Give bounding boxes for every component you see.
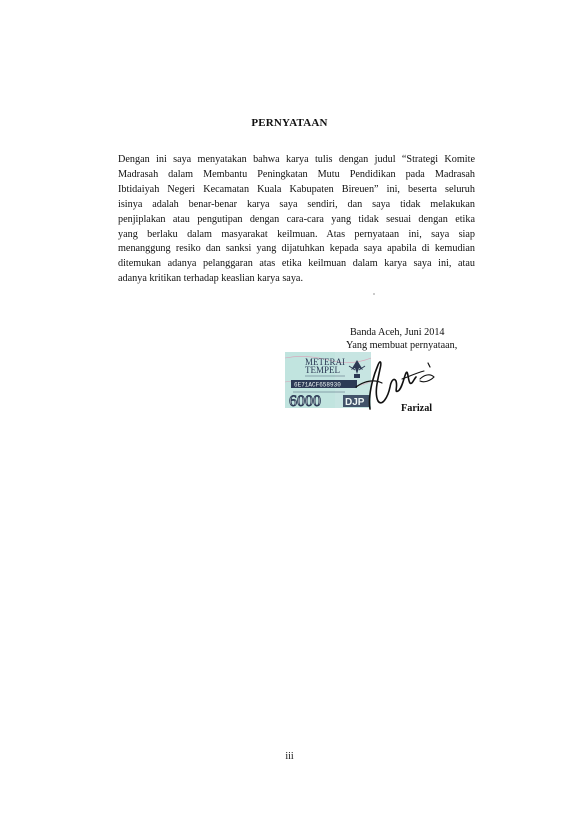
stamp-serial: 6E71ACF658930 [294, 381, 341, 389]
place-date: Banda Aceh, Juni 2014 [350, 327, 445, 338]
paragraph-line: Madrasah dalam Membantu Peningkatan Mutu Pendidikan pada Madrasah [118, 168, 475, 180]
paragraph-line: isinya adalah benar-benar karya saya sendiri, dan saya tidak melakukan [118, 198, 475, 210]
stamp-suffix: DJP [345, 397, 365, 408]
paragraph-line: Ibtidaiyah Negeri Kecamatan Kuala Kabupaten Bireuen” ini, beserta seluruh [118, 183, 475, 195]
maker-label: Yang membuat pernyataan, [346, 340, 458, 351]
paragraph-line: Dengan ini saya menyatakan bahwa karya tulis dengan judul “Strategi Komite [118, 154, 475, 165]
statement-paragraph [118, 153, 475, 287]
stamp-line2: TEMPEL [305, 365, 340, 375]
paragraph-line: ditemukan adanya pelanggaran atas etika keilmuan dalam karya saya ini, atau [118, 258, 475, 270]
paragraph-line: penjiplakan atau pengutipan dengan cara-cara yang tidak sesuai dengan etika [118, 213, 475, 225]
paragraph-line: yang berlaku dalam masyarakat keilmuan. Atas pernyataan ini, saya siap [118, 228, 475, 240]
stamp-line1: METERAI [305, 357, 345, 367]
page-number: iii [285, 751, 294, 762]
document-title: PERNYATAAN [251, 117, 328, 129]
paragraph-line: menanggung resiko dan sanksi yang dijatuhkan kepada saya apabila di kemudian [118, 243, 475, 255]
signer-name: Farizal [401, 403, 433, 414]
stamp-value: 6000 [289, 393, 321, 408]
speck [373, 293, 375, 295]
paragraph-line: adanya kritikan terhadap keaslian karya saya. [118, 273, 303, 285]
